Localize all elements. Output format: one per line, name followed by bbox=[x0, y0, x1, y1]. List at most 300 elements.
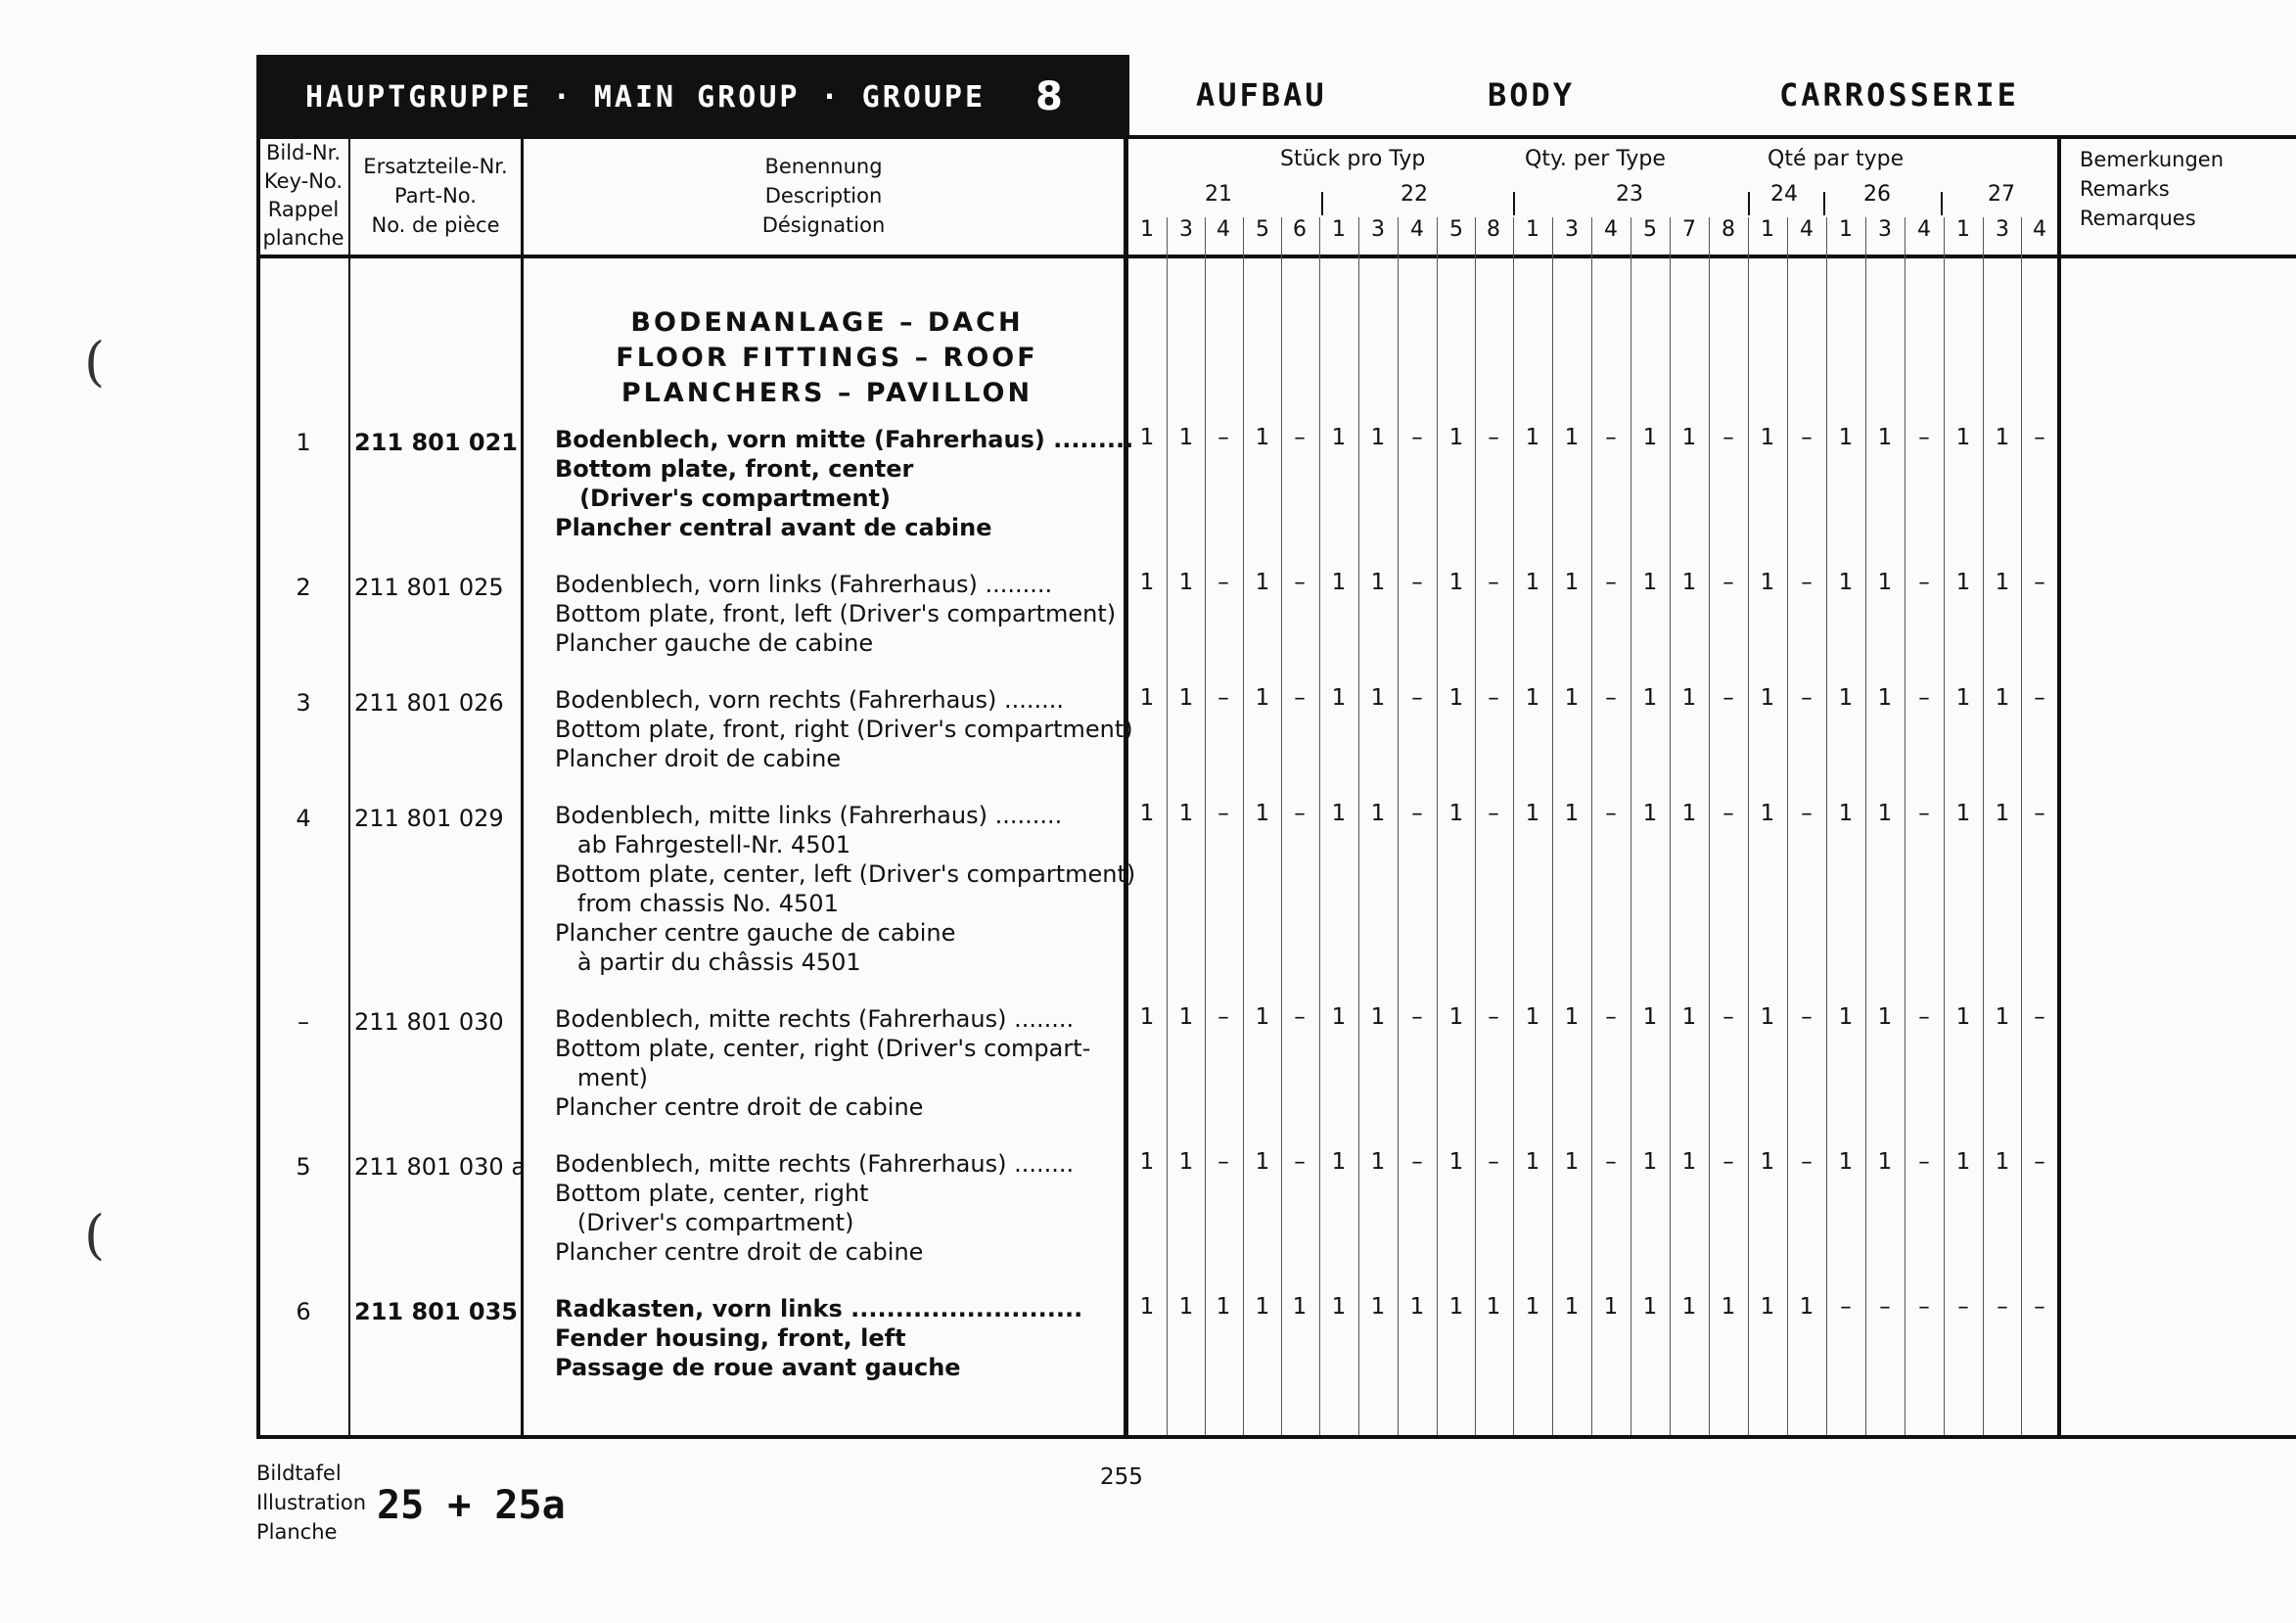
row-qty-cell: – bbox=[1294, 1004, 1306, 1030]
qty-column-rule bbox=[1358, 217, 1359, 1435]
row-qty-cell: 1 bbox=[1178, 801, 1194, 826]
remarks-col-rule bbox=[2057, 135, 2061, 1439]
row-qty-cell: 1 bbox=[1139, 1004, 1155, 1030]
row-key-no: 6 bbox=[296, 1298, 311, 1325]
row-qty-cell: 1 bbox=[1564, 1004, 1580, 1030]
row-qty-cell: 1 bbox=[1838, 685, 1854, 711]
section-title-de: AUFBAU bbox=[1196, 76, 1327, 114]
row-description-line: Plancher centre gauche de cabine bbox=[555, 919, 956, 947]
qty-subtype-label: 1 bbox=[1332, 217, 1346, 242]
row-qty-cell: 1 bbox=[1760, 685, 1775, 711]
qty-subtype-label: 4 bbox=[2033, 217, 2046, 242]
row-qty-cell: 1 bbox=[1178, 570, 1194, 595]
row-qty-cell: 1 bbox=[1955, 425, 1971, 450]
row-qty-cell: – bbox=[1488, 801, 1499, 826]
row-qty-cell: – bbox=[2034, 425, 2045, 450]
row-qty-cell: 1 bbox=[1681, 570, 1697, 595]
row-qty-cell: 1 bbox=[1139, 570, 1155, 595]
row-qty-cell: – bbox=[1217, 801, 1229, 826]
row-qty-cell: 1 bbox=[1448, 801, 1464, 826]
row-qty-cell: 1 bbox=[1564, 570, 1580, 595]
row-qty-cell: 1 bbox=[1995, 1004, 2010, 1030]
qty-subtype-label: 1 bbox=[1956, 217, 1970, 242]
row-qty-cell: 1 bbox=[1370, 1294, 1386, 1320]
qty-subtype-label: 4 bbox=[1217, 217, 1230, 242]
remarks-header-line: Remarks bbox=[2080, 177, 2170, 201]
qty-column-rule bbox=[1552, 217, 1553, 1435]
row-qty-cell: 1 bbox=[1760, 425, 1775, 450]
row-qty-cell: 1 bbox=[1877, 801, 1893, 826]
row-qty-cell: 1 bbox=[1681, 1004, 1697, 1030]
qty-subtype-label: 8 bbox=[1487, 217, 1500, 242]
row-description-line: Bodenblech, mitte rechts (Fahrerhaus) ........ bbox=[555, 1150, 1075, 1178]
row-qty-cell: – bbox=[1411, 685, 1423, 711]
row-qty-cell: 1 bbox=[1760, 1004, 1775, 1030]
qty-subtype-label: 5 bbox=[1256, 217, 1269, 242]
row-qty-cell: 1 bbox=[1448, 1149, 1464, 1175]
row-qty-cell: – bbox=[1801, 425, 1813, 450]
row-description-line: Plancher gauche de cabine bbox=[555, 629, 874, 657]
row-qty-cell: – bbox=[2034, 685, 2045, 711]
key-col-rule bbox=[348, 135, 350, 1439]
row-part-no: 211 801 025 bbox=[354, 574, 504, 601]
row-qty-cell: 1 bbox=[1331, 425, 1347, 450]
row-qty-cell: 1 bbox=[1409, 1294, 1425, 1320]
qty-label-de: Stück pro Typ bbox=[1280, 147, 1426, 171]
row-qty-cell: 1 bbox=[1178, 1294, 1194, 1320]
row-qty-cell: – bbox=[1918, 1294, 1930, 1320]
table-left-rule bbox=[256, 135, 260, 1439]
row-qty-cell: 1 bbox=[1525, 1149, 1540, 1175]
qty-subtype-label: 1 bbox=[1140, 217, 1154, 242]
row-qty-cell: – bbox=[1217, 1004, 1229, 1030]
row-qty-cell: 1 bbox=[1995, 801, 2010, 826]
row-qty-cell: – bbox=[1605, 685, 1617, 711]
description-header-line: Désignation bbox=[761, 213, 886, 237]
qty-group-separator bbox=[1823, 192, 1825, 215]
row-qty-cell: – bbox=[1722, 1004, 1734, 1030]
row-qty-cell: – bbox=[1294, 425, 1306, 450]
row-qty-cell: – bbox=[1294, 1149, 1306, 1175]
row-description-line: Plancher centre droit de cabine bbox=[555, 1093, 924, 1121]
row-key-no: – bbox=[298, 1008, 309, 1036]
row-qty-cell: – bbox=[1997, 1294, 2008, 1320]
row-qty-cell: – bbox=[1294, 570, 1306, 595]
row-description-line: Bodenblech, mitte rechts (Fahrerhaus) ........ bbox=[555, 1005, 1075, 1033]
row-qty-cell: 1 bbox=[1448, 1294, 1464, 1320]
row-qty-cell: – bbox=[1488, 425, 1499, 450]
row-qty-cell: 1 bbox=[1955, 685, 1971, 711]
row-qty-cell: 1 bbox=[1139, 425, 1155, 450]
row-qty-cell: 1 bbox=[1178, 685, 1194, 711]
row-qty-cell: – bbox=[1411, 425, 1423, 450]
row-qty-cell: 1 bbox=[1525, 685, 1540, 711]
row-qty-cell: 1 bbox=[1370, 425, 1386, 450]
qty-type-label: 26 bbox=[1863, 182, 1891, 207]
row-qty-cell: 1 bbox=[1603, 1294, 1619, 1320]
row-key-no: 3 bbox=[296, 689, 311, 717]
row-qty-cell: 1 bbox=[1292, 1294, 1308, 1320]
qty-type-label: 24 bbox=[1770, 182, 1798, 207]
row-description-line: Passage de roue avant gauche bbox=[555, 1354, 961, 1381]
row-qty-cell: 1 bbox=[1721, 1294, 1736, 1320]
row-qty-cell: – bbox=[1722, 685, 1734, 711]
row-description-line: Radkasten, vorn links .......................... bbox=[555, 1295, 1083, 1322]
qty-column-rule bbox=[1709, 217, 1710, 1435]
row-qty-cell: 1 bbox=[1955, 1149, 1971, 1175]
qty-subtype-label: 1 bbox=[1839, 217, 1853, 242]
illustration-label bbox=[256, 1459, 366, 1547]
key-no-header-line: Key-No. bbox=[263, 169, 344, 193]
row-qty-cell: 1 bbox=[1564, 1149, 1580, 1175]
row-qty-cell: – bbox=[1217, 425, 1229, 450]
row-qty-cell: – bbox=[1918, 1149, 1930, 1175]
qty-label-fr: Qté par type bbox=[1768, 147, 1905, 171]
row-qty-cell: 1 bbox=[1995, 1149, 2010, 1175]
row-qty-cell: 1 bbox=[1255, 425, 1270, 450]
qty-column-rule bbox=[1437, 217, 1438, 1435]
description-header-line: Description bbox=[764, 184, 883, 208]
row-description-line: Bottom plate, front, left (Driver's compartment) bbox=[555, 600, 1117, 627]
qty-group-separator bbox=[1941, 192, 1943, 215]
row-qty-cell: – bbox=[2034, 1294, 2045, 1320]
row-qty-cell: 1 bbox=[1642, 685, 1658, 711]
qty-column-rule bbox=[1167, 217, 1168, 1435]
row-qty-cell: – bbox=[1722, 570, 1734, 595]
row-qty-cell: 1 bbox=[1139, 1149, 1155, 1175]
row-qty-cell: – bbox=[1957, 1294, 1969, 1320]
group-number: 8 bbox=[1035, 74, 1066, 119]
row-qty-cell: – bbox=[1918, 1004, 1930, 1030]
qty-group-separator bbox=[1321, 192, 1323, 215]
qty-subtype-label: 3 bbox=[1996, 217, 2009, 242]
key-no-header-line: planche bbox=[262, 226, 344, 250]
row-qty-cell: – bbox=[1840, 1294, 1852, 1320]
row-qty-cell: 1 bbox=[1681, 425, 1697, 450]
qty-column-rule bbox=[1748, 217, 1749, 1435]
row-qty-cell: – bbox=[1605, 425, 1617, 450]
row-qty-cell: 1 bbox=[1448, 685, 1464, 711]
header-bottom-rule bbox=[256, 255, 2296, 258]
row-qty-cell: – bbox=[1411, 1149, 1423, 1175]
row-qty-cell: – bbox=[1801, 801, 1813, 826]
illustration-number: 25 + 25a bbox=[377, 1483, 566, 1528]
row-description-line: Plancher central avant de cabine bbox=[555, 514, 992, 541]
qty-column-rule bbox=[1475, 217, 1476, 1435]
row-qty-cell: 1 bbox=[1331, 1004, 1347, 1030]
row-qty-cell: 1 bbox=[1877, 425, 1893, 450]
row-qty-cell: – bbox=[1605, 801, 1617, 826]
illustration-label-line: Planche bbox=[256, 1520, 338, 1544]
row-description-line: Bodenblech, vorn mitte (Fahrerhaus) ......... bbox=[555, 426, 1134, 453]
row-qty-cell: – bbox=[2034, 1149, 2045, 1175]
row-qty-cell: 1 bbox=[1525, 801, 1540, 826]
row-qty-cell: – bbox=[1217, 685, 1229, 711]
row-qty-cell: 1 bbox=[1564, 1294, 1580, 1320]
key-no-header bbox=[258, 139, 348, 253]
row-part-no: 211 801 030 bbox=[354, 1008, 504, 1036]
section-title-fr: CARROSSERIE bbox=[1779, 76, 2019, 114]
row-qty-cell: 1 bbox=[1525, 425, 1540, 450]
page-number: 255 bbox=[1100, 1464, 1143, 1490]
row-description-line: Fender housing, front, left bbox=[555, 1324, 906, 1352]
row-qty-cell: 1 bbox=[1642, 1004, 1658, 1030]
row-key-no: 4 bbox=[296, 805, 311, 832]
row-qty-cell: 1 bbox=[1681, 1149, 1697, 1175]
row-qty-cell: 1 bbox=[1955, 570, 1971, 595]
binder-hole-mark: ( bbox=[84, 331, 106, 393]
row-qty-cell: 1 bbox=[1995, 685, 2010, 711]
row-description-line: from chassis No. 4501 bbox=[555, 890, 839, 917]
row-description-line: Bodenblech, vorn links (Fahrerhaus) ......... bbox=[555, 571, 1053, 598]
illustration-label-line: Bildtafel bbox=[256, 1461, 342, 1485]
row-qty-cell: 1 bbox=[1255, 1149, 1270, 1175]
row-qty-cell: 1 bbox=[1255, 1294, 1270, 1320]
row-qty-cell: – bbox=[1918, 425, 1930, 450]
row-qty-cell: 1 bbox=[1955, 1004, 1971, 1030]
row-qty-cell: – bbox=[2034, 570, 2045, 595]
part-col-rule bbox=[521, 135, 524, 1439]
row-qty-cell: – bbox=[1488, 685, 1499, 711]
row-qty-cell: 1 bbox=[1642, 570, 1658, 595]
row-qty-cell: 1 bbox=[1877, 685, 1893, 711]
row-qty-cell: 1 bbox=[1370, 1004, 1386, 1030]
qty-column-rule bbox=[1787, 217, 1788, 1435]
row-description-line: Plancher centre droit de cabine bbox=[555, 1238, 924, 1266]
section-heading-de: BODENANLAGE – DACH bbox=[630, 307, 1024, 338]
qty-subtype-label: 3 bbox=[1565, 217, 1579, 242]
row-description-line: Bottom plate, center, left (Driver's compartment) bbox=[555, 860, 1136, 888]
row-description-line: à partir du châssis 4501 bbox=[555, 949, 861, 976]
qty-subtype-label: 7 bbox=[1682, 217, 1696, 242]
row-qty-cell: 1 bbox=[1486, 1294, 1501, 1320]
qty-column-rule bbox=[1205, 217, 1206, 1435]
row-qty-cell: 1 bbox=[1564, 685, 1580, 711]
row-qty-cell: 1 bbox=[1255, 801, 1270, 826]
row-description-line: (Driver's compartment) bbox=[555, 485, 891, 512]
qty-column-rule bbox=[2021, 217, 2022, 1435]
row-qty-cell: 1 bbox=[1331, 1294, 1347, 1320]
row-qty-cell: 1 bbox=[1681, 685, 1697, 711]
row-part-no: 211 801 021 bbox=[354, 429, 519, 456]
row-qty-cell: 1 bbox=[1525, 1004, 1540, 1030]
qty-subtype-label: 1 bbox=[1526, 217, 1539, 242]
row-qty-cell: 1 bbox=[1216, 1294, 1231, 1320]
row-qty-cell: 1 bbox=[1995, 425, 2010, 450]
qty-column-rule bbox=[1670, 217, 1671, 1435]
row-qty-cell: 1 bbox=[1642, 1149, 1658, 1175]
row-qty-cell: – bbox=[1605, 1004, 1617, 1030]
row-qty-cell: 1 bbox=[1139, 801, 1155, 826]
row-qty-cell: 1 bbox=[1838, 1149, 1854, 1175]
qty-subtype-label: 5 bbox=[1449, 217, 1463, 242]
row-qty-cell: – bbox=[1411, 801, 1423, 826]
row-qty-cell: 1 bbox=[1448, 425, 1464, 450]
row-qty-cell: – bbox=[1488, 1149, 1499, 1175]
row-part-no: 211 801 030 a bbox=[354, 1153, 527, 1181]
row-description-line: ab Fahrgestell-Nr. 4501 bbox=[555, 831, 851, 858]
row-key-no: 2 bbox=[296, 574, 311, 601]
qty-column-rule bbox=[1630, 217, 1631, 1435]
remarks-header-line: Remarques bbox=[2080, 207, 2196, 230]
binder-hole-mark: ( bbox=[84, 1204, 106, 1266]
qty-label-en: Qty. per Type bbox=[1525, 147, 1666, 171]
row-qty-cell: 1 bbox=[1525, 1294, 1540, 1320]
row-qty-cell: 1 bbox=[1139, 1294, 1155, 1320]
row-qty-cell: – bbox=[1411, 1004, 1423, 1030]
row-qty-cell: 1 bbox=[1760, 570, 1775, 595]
row-qty-cell: 1 bbox=[1564, 801, 1580, 826]
row-qty-cell: – bbox=[1294, 685, 1306, 711]
qty-column-rule bbox=[1983, 217, 1984, 1435]
row-qty-cell: – bbox=[1217, 570, 1229, 595]
qty-column-rule bbox=[1281, 217, 1282, 1435]
row-qty-cell: – bbox=[1488, 570, 1499, 595]
description-header bbox=[524, 152, 1124, 240]
part-no-header-line: Ersatzteile-Nr. bbox=[363, 155, 508, 178]
illustration-label-line: Illustration bbox=[256, 1491, 367, 1514]
row-qty-cell: 1 bbox=[1877, 1149, 1893, 1175]
qty-type-label: 27 bbox=[1988, 182, 2015, 207]
row-qty-cell: 1 bbox=[1448, 1004, 1464, 1030]
row-qty-cell: 1 bbox=[1331, 801, 1347, 826]
table-top-rule bbox=[256, 135, 2296, 139]
row-description-line: Bodenblech, mitte links (Fahrerhaus) ......... bbox=[555, 802, 1063, 829]
row-qty-cell: – bbox=[1801, 685, 1813, 711]
part-no-header-line: Part-No. bbox=[394, 184, 477, 208]
row-qty-cell: 1 bbox=[1178, 1149, 1194, 1175]
row-qty-cell: 1 bbox=[1370, 685, 1386, 711]
qty-type-label: 23 bbox=[1616, 182, 1643, 207]
row-qty-cell: 1 bbox=[1760, 1149, 1775, 1175]
qty-column-rule bbox=[1243, 217, 1244, 1435]
row-part-no: 211 801 026 bbox=[354, 689, 504, 717]
row-qty-cell: 1 bbox=[1331, 570, 1347, 595]
row-qty-cell: 1 bbox=[1877, 1004, 1893, 1030]
row-qty-cell: 1 bbox=[1255, 570, 1270, 595]
row-qty-cell: 1 bbox=[1370, 570, 1386, 595]
row-qty-cell: 1 bbox=[1564, 425, 1580, 450]
row-description-line: Bodenblech, vorn rechts (Fahrerhaus) ........ bbox=[555, 686, 1065, 714]
qty-subtype-label: 3 bbox=[1371, 217, 1385, 242]
row-description-line: Plancher droit de cabine bbox=[555, 745, 842, 772]
row-qty-cell: – bbox=[1722, 801, 1734, 826]
row-qty-cell: 1 bbox=[1525, 570, 1540, 595]
qty-type-label: 22 bbox=[1401, 182, 1428, 207]
row-qty-cell: 1 bbox=[1331, 685, 1347, 711]
row-qty-cell: 1 bbox=[1995, 570, 2010, 595]
qty-subtype-label: 4 bbox=[1917, 217, 1931, 242]
remarks-header bbox=[2080, 145, 2224, 233]
section-heading-fr: PLANCHERS – PAVILLON bbox=[620, 378, 1033, 408]
qty-subtype-label: 6 bbox=[1293, 217, 1307, 242]
qty-type-label: 21 bbox=[1205, 182, 1232, 207]
row-qty-cell: – bbox=[1488, 1004, 1499, 1030]
row-key-no: 5 bbox=[296, 1153, 311, 1181]
row-qty-cell: – bbox=[1918, 801, 1930, 826]
row-qty-cell: – bbox=[1801, 1149, 1813, 1175]
key-no-header-line: Rappel bbox=[267, 198, 340, 221]
row-qty-cell: 1 bbox=[1955, 801, 1971, 826]
row-qty-cell: – bbox=[1294, 801, 1306, 826]
row-description-line: ment) bbox=[555, 1064, 649, 1091]
qty-subtype-label: 3 bbox=[1179, 217, 1193, 242]
row-qty-cell: 1 bbox=[1448, 570, 1464, 595]
part-no-header-line: No. de pièce bbox=[371, 213, 500, 237]
qty-subtype-label: 8 bbox=[1722, 217, 1735, 242]
row-qty-cell: – bbox=[2034, 1004, 2045, 1030]
qty-subtype-label: 1 bbox=[1761, 217, 1774, 242]
row-qty-cell: 1 bbox=[1838, 801, 1854, 826]
row-qty-cell: 1 bbox=[1799, 1294, 1814, 1320]
part-no-header bbox=[350, 152, 521, 240]
qty-subtype-label: 3 bbox=[1878, 217, 1892, 242]
row-qty-cell: 1 bbox=[1642, 425, 1658, 450]
row-qty-cell: – bbox=[1605, 1149, 1617, 1175]
qty-subtype-label: 4 bbox=[1800, 217, 1814, 242]
qty-column-rule bbox=[1905, 217, 1906, 1435]
row-qty-cell: 1 bbox=[1760, 801, 1775, 826]
row-qty-cell: 1 bbox=[1681, 1294, 1697, 1320]
qty-column-rule bbox=[1865, 217, 1866, 1435]
qty-group-separator bbox=[1748, 192, 1750, 215]
qty-subtype-label: 4 bbox=[1604, 217, 1618, 242]
row-qty-cell: 1 bbox=[1370, 1149, 1386, 1175]
row-qty-cell: 1 bbox=[1838, 570, 1854, 595]
qty-column-rule bbox=[1513, 217, 1514, 1435]
row-qty-cell: 1 bbox=[1255, 1004, 1270, 1030]
qty-column-rule bbox=[1944, 217, 1945, 1435]
qty-column-rule bbox=[1826, 217, 1827, 1435]
remarks-header-line: Bemerkungen bbox=[2080, 148, 2225, 171]
row-key-no: 1 bbox=[296, 429, 311, 456]
section-title-en: BODY bbox=[1488, 76, 1576, 114]
row-part-no: 211 801 029 bbox=[354, 805, 504, 832]
row-qty-cell: 1 bbox=[1838, 1004, 1854, 1030]
qty-subtype-label: 4 bbox=[1410, 217, 1424, 242]
row-qty-cell: – bbox=[1801, 570, 1813, 595]
section-heading-en: FLOOR FITTINGS – ROOF bbox=[616, 343, 1038, 373]
row-qty-cell: – bbox=[1801, 1004, 1813, 1030]
row-description-line: Bottom plate, center, right (Driver's compart- bbox=[555, 1035, 1091, 1062]
row-qty-cell: – bbox=[1918, 570, 1930, 595]
qty-column-rule bbox=[1398, 217, 1399, 1435]
table-bottom-rule bbox=[256, 1435, 2296, 1439]
row-qty-cell: 1 bbox=[1681, 801, 1697, 826]
row-qty-cell: 1 bbox=[1877, 570, 1893, 595]
row-qty-cell: 1 bbox=[1178, 1004, 1194, 1030]
section-heading bbox=[528, 305, 1125, 411]
row-qty-cell: – bbox=[1605, 570, 1617, 595]
row-qty-cell: 1 bbox=[1370, 801, 1386, 826]
row-qty-cell: – bbox=[1722, 425, 1734, 450]
key-no-header-line: Bild-Nr. bbox=[265, 141, 342, 164]
row-description-line: Bottom plate, front, center bbox=[555, 455, 914, 483]
row-description-line: (Driver's compartment) bbox=[555, 1209, 854, 1236]
row-qty-cell: – bbox=[1217, 1149, 1229, 1175]
qty-column-rule bbox=[1319, 217, 1320, 1435]
row-qty-cell: 1 bbox=[1838, 425, 1854, 450]
row-qty-cell: 1 bbox=[1642, 801, 1658, 826]
description-header-line: Benennung bbox=[764, 155, 883, 178]
main-group-header bbox=[256, 55, 1129, 137]
row-qty-cell: – bbox=[1879, 1294, 1891, 1320]
qty-subtype-label: 5 bbox=[1643, 217, 1657, 242]
row-qty-cell: – bbox=[1722, 1149, 1734, 1175]
row-part-no: 211 801 035 bbox=[354, 1298, 519, 1325]
row-qty-cell: 1 bbox=[1255, 685, 1270, 711]
qty-group-separator bbox=[1513, 192, 1515, 215]
